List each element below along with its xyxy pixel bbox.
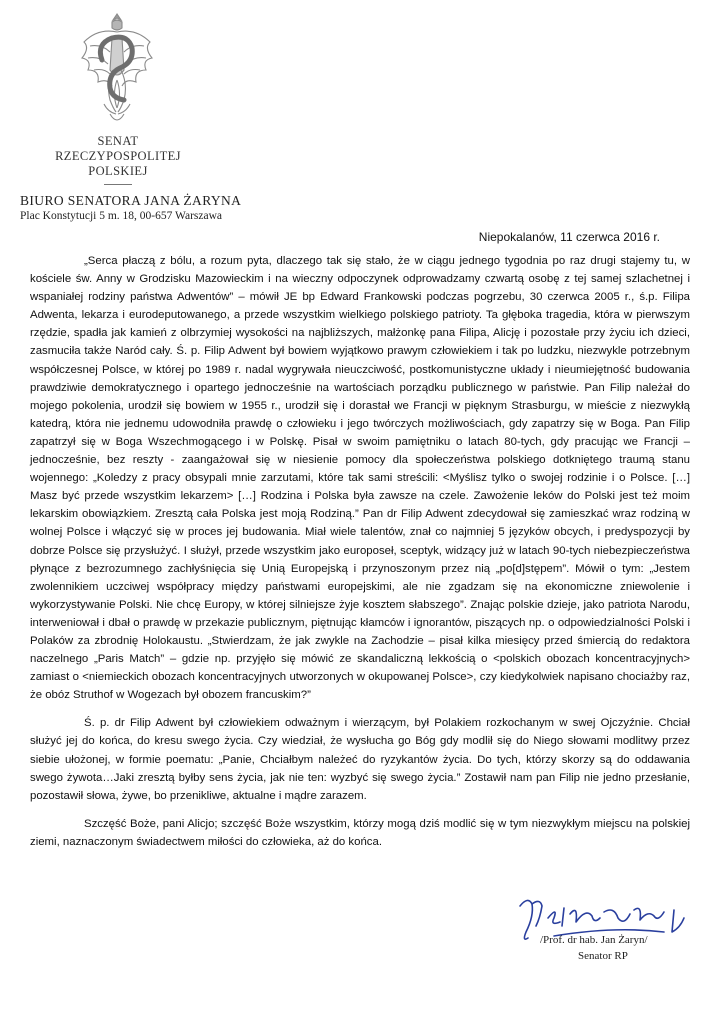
- letterhead-rzeczypospolitej: RZECZYPOSPOLITEJ: [55, 149, 181, 163]
- letterhead-senat: SENAT: [97, 134, 139, 148]
- signatory-name: /Prof. dr hab. Jan Żaryn/: [540, 934, 648, 946]
- office-address: Plac Konstytucji 5 m. 18, 00-657 Warszawa: [20, 210, 222, 222]
- senator-office-name: BIURO SENATORA JANA ŻARYNA: [20, 193, 242, 208]
- letter-paragraph-3: Szczęść Boże, pani Alicjo; szczęść Boże wszystkim, którzy mogą dziś modlić się w tym niezwykłym miejscu na polskiej ziemi, naznaczonym świadectwem miłości do człowieka, aż do końca.: [30, 817, 690, 848]
- eagle-emblem-icon: [72, 8, 162, 136]
- letterhead-divider: [104, 184, 132, 185]
- signatory-role: Senator RP: [578, 950, 628, 962]
- letter-body: [30, 252, 690, 861]
- letter-paragraph-2: Ś. p. dr Filip Adwent był człowiekiem odważnym i wierzącym, był Polakiem rozkochanym w swej Ojczyźnie. Chciał służyć jej do końca, do kresu swego życia. Czy wiedział, że wysłucha go Bóg gdy modlił się do Niego słowami modlitwy przez siebie ułożonej, w formie poematu: „Panie, Chciałbym należeć do ryzykantów życia. Do tych, którzy skorzy są do oddawania swego żywota…Jaki zresztą byłby sens życia, jak nie ten: wyzbyć się swego życia.” Zostawił nam pan Filip nie jedno przesłanie, pozostawił słowa, żywe, bo przenikliwe, aktualne i mądre zarazem.: [30, 717, 690, 802]
- letterhead-polskiej: POLSKIEJ: [88, 164, 148, 178]
- place-and-date: Niepokalanów, 11 czerwca 2016 r.: [478, 230, 660, 244]
- letter-paragraph-1: „Serca płaczą z bólu, a rozum pyta, dlaczego tak się stało, że w ciągu jednego tygodnia po raz drugi stajemy tu, w kościele św. Anny w Grodzisku Mazowieckim i na wieczny odpoczynek odprowadzamy czwartą osobę z tej samej szlachetnej i wspaniałej rodziny państwa Adwentów” – mówił JE bp Edward Frankowski podczas pogrzebu, 30 czerwca 2005 r., ś.p. Filipa Adwenta, lekarza i eurodeputowanego, a przede wszystkim wielkiego polskiego patrioty. Ta głęboka tragedia, która w pierwszym rzędzie, spadła jak kamień z olbrzymiej wysokości na najbliższych, małżonkę pana Filipa, Alicję i pozostałe przy życiu ich dzieci, zasmuciła także Naród cały. Ś. p. Filip Adwent był bowiem wyjątkowo prawym człowiekiem i tak po ludzku, niezwykle potrzebnym współczesnej Polsce, w której po 1989 r. nadal wygrywała nieuczciwość, postkomunistyczne układy i nieumiejętność budowania prawdziwie demokratycznego i opartego jednocześnie na wartościach porządku publicznego w państwie. Pan Filip należał do mojego pokolenia, urodził się bowiem w 1955 r., urodził się i dorastał we Francji w pięknym Strasburgu, w mieście z niezwykłą katedrą, która nie jednemu udowodniła prawdę o człowieku i jego twórczych możliwościach, gdy zapatrzy się w Boga. Pan Filip zapatrzył się w Boga Wszechmogącego i w Polskę. Pisał w swoim pamiętniku o latach 80-tych, gdy pracując we Francji – jednocześnie, bez reszty - zaangażował się w niesienie pomocy dla społeczeństwa polskiego dotkniętego traumą stanu wojennego: „Koledzy z pracy obsypali mnie zarzutami, które tak sami streścili: <Myślisz tylko o swojej rodzinie i o Polsce. […] Masz być przede wszystkim lekarzem> […] Rodzina i Polska była zawsze na czele. Zawożenie leków do Polski jest też moim lekarskim obowiązkiem. Zresztą cała Polska jest moją Rodziną.” Pan dr Filip Adwent zdecydował się zamieszkać wraz rodziną w wolnej Polsce i włączyć się w proces jej budowania. Miał wiele talentów, znał co najmniej 5 języków obcych, i predyspozycji by dobrze Polsce się przysłużyć. I służył, przede wszystkim jako europoseł, sceptyk, widzący już w latach 90-tych niebezpieczeństwa płynące z bezrozumnego zachłyśnięcia się Unią Europejską i przynoszonym przez nią „po[d]stępem”. Mówił o tym: „Jestem zwolennikiem uczciwej współpracy między państwami europejskimi, ale nie zgadzam się na ekonomiczne zniewolenie i wykorzystywanie Polski. Nie chcę Europy, w której silniejsze żyje kosztem słabszego”. Znając polskie dzieje, jako patriota Narodu, interweniował i dbał o prawdę w przekazie publicznym, piętnując kłamców i ignorantów, piszących np. o odpowiedzialności Polski i Polaków za zbrodnię Holokaustu. „Stwierdzam, że jak zwykle na Zachodzie – pisał kilka miesięcy przed śmiercią do redaktora naczelnego „Paris Match” – gdzie np. przyjęło się mówić ze skandaliczną lekkością o <polskich obozach koncentracyjnych> zamiast o <niemieckich obozach koncentracyjnych utworzonych w okupowanej Polsce>, czy kiedykolwiek napisano chociażby raz, że obóz Struthof w Wogezach był obozem francuskim?”: [30, 255, 690, 702]
